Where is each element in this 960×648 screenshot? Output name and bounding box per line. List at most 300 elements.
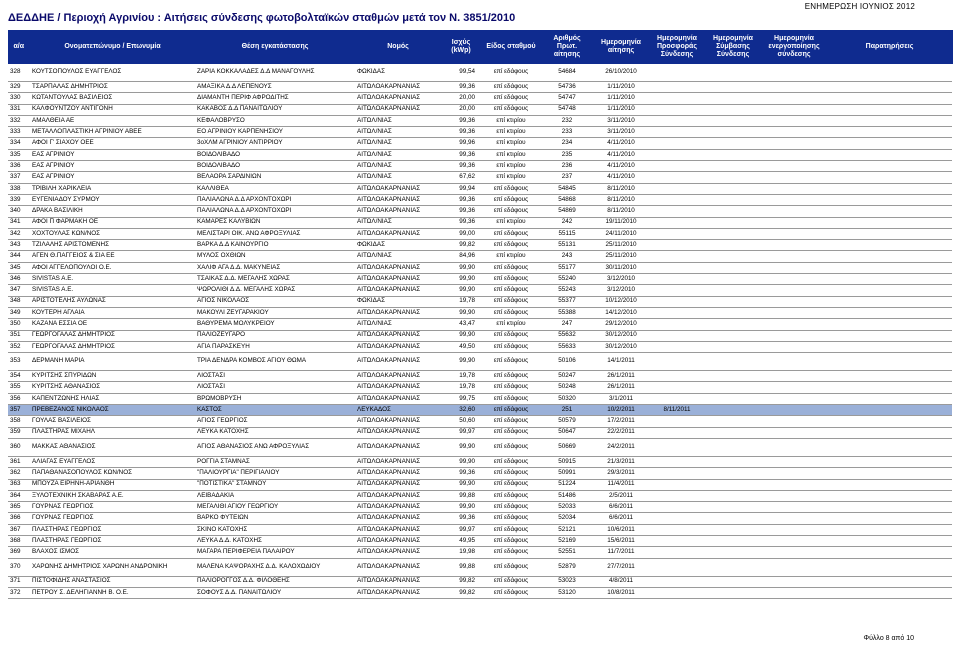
sheet-footer: Φύλλο 8 από 10 [863,635,914,642]
cell-nomos: ΑΙΤΩΛΟΑΚΑΡΝΑΝΙΑΣ [355,330,441,341]
cell-power: 99,90 [441,274,481,285]
cell-station-type: επί εδάφους [481,228,541,239]
cell-name: ΧΑΡΩΝΗΣ ΔΗΜΗΤΡΙΟΣ ΧΑΡΩΝΗ ΑΝΔΡΟΝΙΚΗ [30,558,195,576]
cell-offer-date [649,172,705,183]
cell-aa: 371 [8,576,30,587]
cell-station-type: επί κτιρίου [481,161,541,172]
cell-offer-date [649,341,705,352]
cell-station-type: επί εδάφους [481,558,541,576]
cell-power: 99,90 [441,438,481,456]
cell-notes [827,535,952,546]
cell-activation-date [761,456,827,467]
cell-protocol: 54748 [541,104,593,115]
cell-station-type: επί εδάφους [481,382,541,393]
cell-aa: 357 [8,405,30,416]
cell-station-type: επί εδάφους [481,240,541,251]
cell-site: ΣΟΦΟΥΣ Δ.Δ. ΠΑΝΑΙΤΩΛΙΟΥ [195,587,355,598]
cell-name: ΓΟΥΛΑΣ ΒΑΣΙΛΕΙΟΣ [30,416,195,427]
cell-activation-date [761,438,827,456]
cell-station-type: επί κτιρίου [481,217,541,228]
cell-power: 99,75 [441,393,481,404]
cell-offer-date [649,393,705,404]
cell-aa: 359 [8,427,30,438]
cell-station-type: επί κτιρίου [481,115,541,126]
cell-protocol: 55633 [541,341,593,352]
table-row [8,438,952,456]
cell-power: 19,78 [441,296,481,307]
cell-power: 84,96 [441,251,481,262]
cell-application-date: 10/8/2011 [593,587,649,598]
cell-activation-date [761,251,827,262]
cell-application-date: 4/8/2011 [593,576,649,587]
cell-aa: 368 [8,535,30,546]
table-row [8,115,952,126]
cell-protocol: 54845 [541,183,593,194]
cell-aa: 329 [8,82,30,93]
table-row [8,393,952,404]
cell-site: ΖΑΡΙΑ ΚΟΚΚΑΛΑΔΕΣ Δ.Δ ΜΑΝΑΓΟΥΛΗΣ [195,64,355,82]
cell-contract-date [705,217,761,228]
cell-nomos: ΑΙΤΩΛΟΑΚΑΡΝΑΝΙΑΣ [355,524,441,535]
cell-name: ΤΣΑΡΠΑΛΑΣ ΔΗΜΗΤΡΙΟΣ [30,82,195,93]
cell-protocol: 50669 [541,438,593,456]
cell-protocol: 55632 [541,330,593,341]
cell-aa: 358 [8,416,30,427]
cell-protocol: 55243 [541,285,593,296]
cell-power: 99,88 [441,490,481,501]
cell-protocol: 50248 [541,382,593,393]
column-header-application-date: Ημερομηνία αίτησης [593,30,649,64]
cell-power: 99,36 [441,127,481,138]
table-row [8,468,952,479]
cell-application-date: 14/1/2011 [593,353,649,371]
cell-contract-date [705,513,761,524]
cell-offer-date [649,240,705,251]
cell-offer-date [649,217,705,228]
cell-site: ΠΑΛΙΑΛΩΝΑ Δ.Δ ΑΡΧΟΝΤΟΧΩΡΙ [195,206,355,217]
cell-nomos: ΑΙΤΩΛΟΑΚΑΡΝΑΝΙΑΣ [355,82,441,93]
cell-contract-date [705,127,761,138]
cell-power: 99,90 [441,307,481,318]
applications-table-container [8,30,952,599]
cell-contract-date [705,296,761,307]
cell-protocol: 236 [541,161,593,172]
cell-contract-date [705,558,761,576]
cell-name: ΕΑΣ ΑΓΡΙΝΙΟΥ [30,161,195,172]
cell-protocol: 52879 [541,558,593,576]
cell-offer-date [649,183,705,194]
cell-activation-date [761,490,827,501]
cell-protocol: 52034 [541,513,593,524]
cell-contract-date [705,371,761,382]
cell-notes [827,217,952,228]
cell-activation-date [761,576,827,587]
cell-nomos: ΑΙΤΩΛΟΑΚΑΡΝΑΝΙΑΣ [355,274,441,285]
cell-activation-date [761,341,827,352]
cell-nomos: ΦΩΚΙΔΑΣ [355,296,441,307]
cell-station-type: επί εδάφους [481,468,541,479]
cell-power: 99,90 [441,285,481,296]
cell-protocol: 55131 [541,240,593,251]
cell-power: 99,00 [441,228,481,239]
cell-protocol: 51224 [541,479,593,490]
cell-notes [827,240,952,251]
cell-name: ΑΦΟΙ Π ΦΑΡΜΑΚΗ ΟΕ [30,217,195,228]
cell-nomos: ΑΙΤΩΛΟΑΚΑΡΝΑΝΙΑΣ [355,183,441,194]
cell-nomos: ΑΙΤΩΛ/ΝΙΑΣ [355,115,441,126]
cell-contract-date [705,576,761,587]
cell-name: ΑΜΑΛΘΕΙΑ ΑΕ [30,115,195,126]
cell-name: ΑΓΕΝ Θ.ΠΑΓΓΕΙΟΣ & ΣΙΑ ΕΕ [30,251,195,262]
cell-protocol: 52033 [541,502,593,513]
table-row [8,138,952,149]
cell-application-date: 11/4/2011 [593,479,649,490]
cell-notes [827,307,952,318]
cell-power: 67,62 [441,172,481,183]
cell-contract-date [705,319,761,330]
cell-offer-date [649,296,705,307]
cell-site: ΜΑΓΑΡΑ ΠΕΡΙΦΕΡΕΙΑ ΠΑΛΑΙΡΟΥ [195,547,355,558]
cell-protocol: 52121 [541,524,593,535]
cell-station-type: επί εδάφους [481,576,541,587]
cell-aa: 366 [8,513,30,524]
cell-station-type: επί εδάφους [481,438,541,456]
cell-protocol: 50320 [541,393,593,404]
cell-aa: 339 [8,194,30,205]
cell-station-type: επί εδάφους [481,513,541,524]
column-header-offer-date: Ημερομηνία Προσφοράς Σύνδεσης [649,30,705,64]
cell-station-type: επί εδάφους [481,371,541,382]
cell-protocol: 51486 [541,490,593,501]
cell-protocol: 243 [541,251,593,262]
cell-nomos: ΑΙΤΩΛΟΑΚΑΡΝΑΝΙΑΣ [355,427,441,438]
table-row [8,547,952,558]
cell-notes [827,427,952,438]
cell-activation-date [761,353,827,371]
cell-station-type: επί εδάφους [481,341,541,352]
cell-activation-date [761,393,827,404]
cell-application-date: 1/11/2010 [593,82,649,93]
cell-application-date: 10/6/2011 [593,524,649,535]
table-row [8,405,952,416]
cell-protocol: 242 [541,217,593,228]
cell-station-type: επί εδάφους [481,285,541,296]
cell-contract-date [705,535,761,546]
cell-offer-date [649,82,705,93]
cell-offer-date [649,382,705,393]
cell-activation-date [761,206,827,217]
cell-notes [827,262,952,273]
column-header-nomos: Νομός [355,30,441,64]
cell-contract-date [705,330,761,341]
cell-aa: 346 [8,274,30,285]
cell-nomos: ΑΙΤΩΛΟΑΚΑΡΝΑΝΙΑΣ [355,438,441,456]
cell-name: ΠΑΠΑΘΑΝΑΣΟΠΟΥΛΟΣ ΚΩΝ/ΝΟΣ [30,468,195,479]
cell-application-date: 4/11/2010 [593,172,649,183]
cell-name: ΜΕΤΑΛΛΟΠΛΑΣΤΙΚΗ ΑΓΡΙΝΙΟΥ ΑΒΕΕ [30,127,195,138]
cell-station-type: επί εδάφους [481,479,541,490]
cell-contract-date [705,194,761,205]
cell-protocol: 52169 [541,535,593,546]
cell-contract-date [705,161,761,172]
cell-contract-date [705,393,761,404]
cell-offer-date [649,194,705,205]
cell-application-date: 27/7/2011 [593,558,649,576]
column-header-aa: α/α [8,30,30,64]
cell-notes [827,382,952,393]
cell-power: 99,36 [441,82,481,93]
cell-nomos: ΑΙΤΩΛΟΑΚΑΡΝΑΝΙΑΣ [355,262,441,273]
cell-name: ΠΕΤΡΟΥ Σ. ΔΕΛΗΓΙΑΝΝΗ Β. Ο.Ε. [30,587,195,598]
cell-notes [827,296,952,307]
cell-activation-date [761,262,827,273]
column-header-power: Ισχύς (kWp) [441,30,481,64]
cell-aa: 343 [8,240,30,251]
cell-activation-date [761,547,827,558]
cell-site: ΑΓΙΟΣ ΝΙΚΟΛΑΟΣ [195,296,355,307]
table-row [8,285,952,296]
cell-site: ΛΙΟΣΤΑΣΙ [195,382,355,393]
column-header-protocol: Αριθμός Πρωτ. αίτησης [541,30,593,64]
cell-application-date: 30/11/2010 [593,262,649,273]
cell-power: 99,82 [441,576,481,587]
cell-activation-date [761,64,827,82]
cell-notes [827,93,952,104]
cell-application-date: 25/11/2010 [593,251,649,262]
cell-activation-date [761,104,827,115]
table-row [8,172,952,183]
cell-activation-date [761,149,827,160]
cell-station-type: επί εδάφους [481,427,541,438]
cell-nomos: ΑΙΤΩΛ/ΝΙΑΣ [355,161,441,172]
cell-power: 99,36 [441,194,481,205]
cell-power: 99,90 [441,502,481,513]
cell-site: ΔΙΑΜΑΝΤΗ ΠΕΡΙΦ ΑΦΡΟΔΙΤΗΣ [195,93,355,104]
cell-application-date: 3/11/2010 [593,115,649,126]
cell-station-type: επί εδάφους [481,330,541,341]
applications-table [8,30,953,599]
cell-application-date: 30/12/2010 [593,341,649,352]
table-row [8,161,952,172]
cell-notes [827,330,952,341]
cell-station-type: επί εδάφους [481,82,541,93]
cell-offer-date [649,456,705,467]
cell-contract-date [705,382,761,393]
cell-contract-date [705,587,761,598]
cell-power: 99,36 [441,468,481,479]
table-header [8,30,952,64]
cell-site: ΧΑΛΙΦ ΑΓΑ Δ.Δ. ΜΑΚΥΝΕΙΑΣ [195,262,355,273]
table-row [8,296,952,307]
cell-aa: 369 [8,547,30,558]
cell-contract-date [705,172,761,183]
cell-name: ΓΟΥΡΝΑΣ ΓΕΩΡΓΙΟΣ [30,502,195,513]
cell-aa: 341 [8,217,30,228]
cell-activation-date [761,427,827,438]
cell-site: ΛΙΟΣΤΑΣΙ [195,371,355,382]
cell-activation-date [761,479,827,490]
cell-name: ΠΛΑΣΤΗΡΑΣ ΓΕΩΡΓΙΟΣ [30,524,195,535]
cell-notes [827,341,952,352]
cell-power: 19,78 [441,371,481,382]
cell-aa: 363 [8,479,30,490]
cell-contract-date [705,115,761,126]
header-row [8,30,952,64]
cell-aa: 355 [8,382,30,393]
cell-activation-date [761,240,827,251]
cell-notes [827,405,952,416]
cell-site: ΠΑΛΙΑΛΩΝΑ Δ.Δ ΑΡΧΟΝΤΟΧΩΡΙ [195,194,355,205]
cell-site: ΒΕΛΑΟΡΑ ΣΑΡΔΙΝΙΩΝ [195,172,355,183]
cell-protocol: 55177 [541,262,593,273]
cell-name: ΧΟΧΤΟΥΛΑΣ ΚΩΝ/ΝΟΣ [30,228,195,239]
table-row [8,228,952,239]
cell-application-date: 3/1/2011 [593,393,649,404]
cell-nomos: ΑΙΤΩΛΟΑΚΑΡΝΑΝΙΑΣ [355,456,441,467]
cell-aa: 360 [8,438,30,456]
cell-station-type: επί εδάφους [481,64,541,82]
cell-protocol: 50579 [541,416,593,427]
cell-contract-date [705,206,761,217]
cell-power: 99,54 [441,64,481,82]
cell-power: 99,82 [441,240,481,251]
cell-site: ΚΑΛΛΙΘΕΑ [195,183,355,194]
cell-application-date: 1/11/2010 [593,104,649,115]
cell-contract-date [705,468,761,479]
table-row [8,64,952,82]
cell-station-type: επί εδάφους [481,393,541,404]
cell-activation-date [761,183,827,194]
cell-site: ΜΕΓΑΛΙΘΙ ΑΓΙΟΥ ΓΕΩΡΓΙΟΥ [195,502,355,513]
cell-station-type: επί κτιρίου [481,149,541,160]
cell-aa: 338 [8,183,30,194]
column-header-activation-date: Ημερομηνία ενεργοποίησης σύνδεσης [761,30,827,64]
cell-offer-date [649,371,705,382]
cell-nomos: ΑΙΤΩΛΟΑΚΑΡΝΑΝΙΑΣ [355,382,441,393]
cell-power: 99,88 [441,558,481,576]
cell-protocol: 233 [541,127,593,138]
cell-aa: 340 [8,206,30,217]
cell-protocol: 50247 [541,371,593,382]
cell-site: 3οΧΛΜ ΑΓΡΙΝΙΟΥ ΑΝΤΙΡΡΙΟΥ [195,138,355,149]
cell-name: ΠΙΣΤΟΦΙΔΗΣ ΑΝΑΣΤΑΣΙΟΣ [30,576,195,587]
cell-protocol: 52551 [541,547,593,558]
cell-aa: 349 [8,307,30,318]
cell-power: 99,90 [441,479,481,490]
cell-application-date: 10/2/2011 [593,405,649,416]
cell-protocol: 50991 [541,468,593,479]
cell-notes [827,251,952,262]
cell-site: ΜΥΛΟΣ ΟΧΘΙΩΝ [195,251,355,262]
cell-activation-date [761,194,827,205]
cell-name: ΚΟΥΤΕΡΗ ΑΓΛΑΙΑ [30,307,195,318]
cell-application-date: 26/1/2011 [593,382,649,393]
cell-nomos: ΑΙΤΩΛΟΑΚΑΡΝΑΝΙΑΣ [355,416,441,427]
cell-activation-date [761,371,827,382]
cell-notes [827,82,952,93]
cell-activation-date [761,502,827,513]
cell-contract-date [705,353,761,371]
cell-notes [827,194,952,205]
cell-aa: 332 [8,115,30,126]
cell-protocol: 55115 [541,228,593,239]
cell-activation-date [761,307,827,318]
cell-contract-date [705,138,761,149]
cell-power: 99,94 [441,183,481,194]
cell-aa: 362 [8,468,30,479]
cell-contract-date [705,341,761,352]
cell-application-date: 3/12/2010 [593,274,649,285]
cell-protocol: 54736 [541,82,593,93]
cell-name: ΤΡΙΒΙΛΗ ΧΑΡΙΚΛΕΙΑ [30,183,195,194]
cell-application-date: 22/2/2011 [593,427,649,438]
table-row [8,587,952,598]
table-row [8,104,952,115]
table-row [8,558,952,576]
cell-notes [827,479,952,490]
cell-offer-date [649,93,705,104]
cell-name: ΕΑΣ ΑΓΡΙΝΙΟΥ [30,172,195,183]
cell-activation-date [761,382,827,393]
cell-offer-date [649,558,705,576]
cell-name: ΓΕΩΡΓΟΓΑΛΑΣ ΔΗΜΗΤΡΙΟΣ [30,341,195,352]
cell-offer-date [649,274,705,285]
cell-application-date: 17/2/2011 [593,416,649,427]
cell-contract-date [705,183,761,194]
cell-nomos: ΑΙΤΩΛ/ΝΙΑΣ [355,127,441,138]
cell-aa: 337 [8,172,30,183]
cell-site: ΒΡΩΜΟΒΡΥΣΗ [195,393,355,404]
cell-name: ΚΑΖΑΝΑ ΕΣΣΙΑ ΟΕ [30,319,195,330]
cell-offer-date [649,438,705,456]
cell-site: ΠΑΛΙΟΡΟΓΓΟΣ Δ.Δ. ΦΙΛΟΘΕΗΣ [195,576,355,587]
cell-activation-date [761,127,827,138]
table-row [8,82,952,93]
cell-aa: 352 [8,341,30,352]
cell-offer-date: 8/11/2011 [649,405,705,416]
cell-aa: 345 [8,262,30,273]
cell-nomos: ΑΙΤΩΛ/ΝΙΑΣ [355,251,441,262]
cell-application-date: 19/11/2010 [593,217,649,228]
cell-nomos: ΑΙΤΩΛΟΑΚΑΡΝΑΝΙΑΣ [355,307,441,318]
cell-application-date: 3/12/2010 [593,285,649,296]
cell-activation-date [761,535,827,546]
table-row [8,576,952,587]
cell-application-date: 6/6/2011 [593,513,649,524]
cell-power: 50,60 [441,416,481,427]
cell-application-date: 4/11/2010 [593,149,649,160]
cell-nomos: ΑΙΤΩΛΟΑΚΑΡΝΑΝΙΑΣ [355,547,441,558]
cell-power: 99,36 [441,161,481,172]
cell-application-date: 14/12/2010 [593,307,649,318]
cell-site: ΨΩΡΟΛΙΘΙ Δ.Δ. ΜΕΓΑΛΗΣ ΧΩΡΑΣ [195,285,355,296]
cell-name: ΚΑΛΦΟΥΝΤΖΟΥ ΑΝΤΙΓΟΝΗ [30,104,195,115]
cell-site: ΜΕΛΙΣΤΑΡΙ ΟΙΚ. ΑΝΩ ΑΦΡΟΞΥΛΙΑΣ [195,228,355,239]
cell-offer-date [649,206,705,217]
cell-nomos: ΑΙΤΩΛΟΑΚΑΡΝΑΝΙΑΣ [355,576,441,587]
cell-offer-date [649,490,705,501]
cell-notes [827,456,952,467]
cell-protocol: 55388 [541,307,593,318]
cell-nomos: ΑΙΤΩΛΟΑΚΑΡΝΑΝΙΑΣ [355,353,441,371]
cell-aa: 335 [8,149,30,160]
cell-offer-date [649,228,705,239]
cell-offer-date [649,576,705,587]
cell-nomos: ΑΙΤΩΛΟΑΚΑΡΝΑΝΙΑΣ [355,535,441,546]
cell-activation-date [761,558,827,576]
cell-activation-date [761,228,827,239]
cell-notes [827,438,952,456]
